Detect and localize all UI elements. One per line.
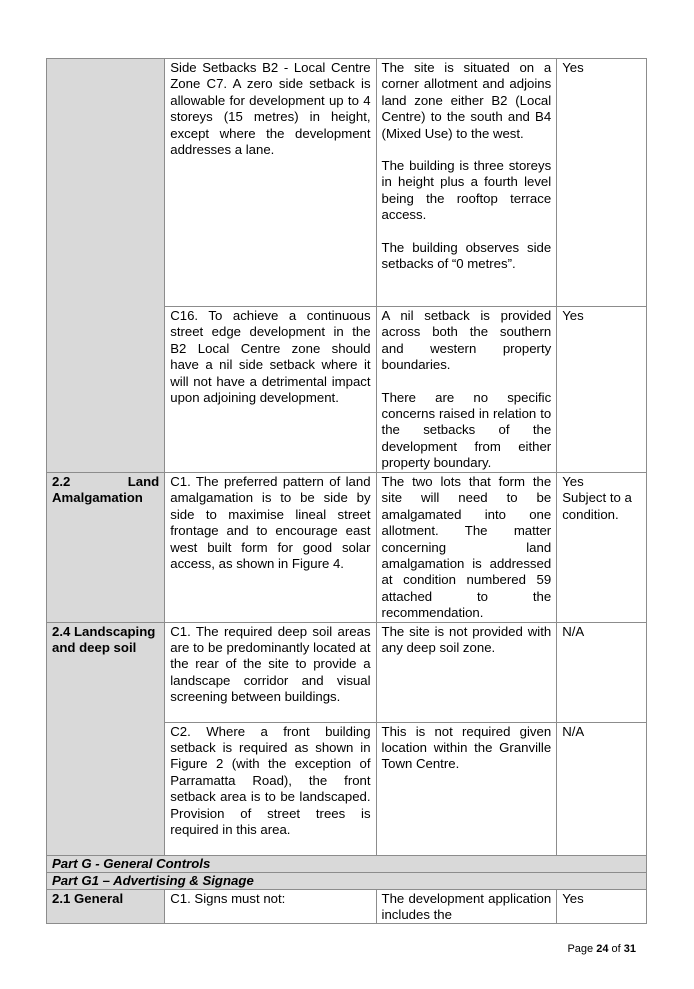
compliance-cell: Yes <box>557 59 647 307</box>
part-heading-row <box>47 872 647 889</box>
compliance-cell: N/A <box>557 622 647 722</box>
section-title-cont: Amalgamation <box>52 490 143 506</box>
control-cell: C1. The required deep soil areas are to be predominantly located at the rear of the site to provide a landscape corridor and visual screening between buildings. <box>165 622 376 722</box>
table-row <box>47 889 647 924</box>
compliance-note: Subject to a condition. <box>562 490 632 522</box>
table-row <box>47 622 647 722</box>
control-cell: C1. Signs must not: <box>165 889 376 924</box>
page-total: 31 <box>623 943 636 955</box>
compliance-cell: N/A <box>557 722 647 855</box>
comment-paragraph: The building is three storeys in height plus a fourth level being the rooftop terrace access. <box>381 158 552 223</box>
compliance-cell <box>557 473 647 623</box>
part-heading-row <box>47 855 647 872</box>
section-cell <box>47 473 165 623</box>
comment-cell <box>376 307 557 473</box>
comment-cell: The development application includes the <box>376 889 557 924</box>
comment-paragraph: The site is situated on a corner allotment and adjoins land zone either B2 (Local Centre) to the south and B4 (Mixed Use) to the west. <box>381 60 552 141</box>
control-cell: C1. The preferred pattern of land amalgamation is to be side by side to maximise lineal street frontage and to encourage east west built form for good solar access, as shown in Figure 4. <box>165 473 376 623</box>
section-cell: 2.4 Landscaping and deep soil <box>47 622 165 855</box>
compliance-cell: Yes <box>557 307 647 473</box>
compliance-value: Yes <box>562 474 584 489</box>
control-cell: C2. Where a front building setback is required as shown in Figure 2 (with the exception of Parramatta Road), the front setback area is to be landscaped. Provision of street trees is required in this area. <box>165 722 376 855</box>
control-cell: Side Setbacks B2 - Local Centre Zone C7. A zero side setback is allowable for development up to 4 storeys (15 metres) in height, except where the development addresses a lane. <box>165 59 376 307</box>
comment-cell <box>376 59 557 307</box>
comment-paragraph: There are no specific concerns raised in relation to the setbacks of the development from either property boundary. <box>381 389 552 471</box>
page-of: of <box>608 943 624 955</box>
page-label: Page <box>567 943 597 955</box>
part-heading: Part G1 – Advertising & Signage <box>47 872 647 889</box>
comment-cell: This is not required given location within the Granville Town Centre. <box>376 722 557 855</box>
section-cell: 2.1 General <box>47 889 165 924</box>
comment-cell: The two lots that form the site will need to be amalgamated into one allotment. The matter concerning land amalgamation is addressed at condition numbered 59 attached to the recommendation. <box>376 473 557 623</box>
table-row <box>47 59 647 307</box>
compliance-cell: Yes <box>557 889 647 924</box>
table-row <box>47 473 647 623</box>
comment-paragraph: The building observes side setbacks of “0 metres”. <box>381 239 552 272</box>
comment-cell: The site is not provided with any deep soil zone. <box>376 622 557 722</box>
page-footer <box>567 943 636 955</box>
page-number: 24 <box>596 943 609 955</box>
part-heading: Part G - General Controls <box>47 855 647 872</box>
control-cell: C16. To achieve a continuous street edge development in the B2 Local Centre zone should have a nil side setback where it will not have a detrimental impact upon adjoining development. <box>165 307 376 473</box>
section-cell <box>47 59 165 473</box>
compliance-table <box>46 58 647 924</box>
comment-paragraph: A nil setback is provided across both the southern and western property boundaries. <box>381 308 552 373</box>
section-number: 2.2 <box>52 474 71 489</box>
section-title: Land <box>127 474 160 489</box>
